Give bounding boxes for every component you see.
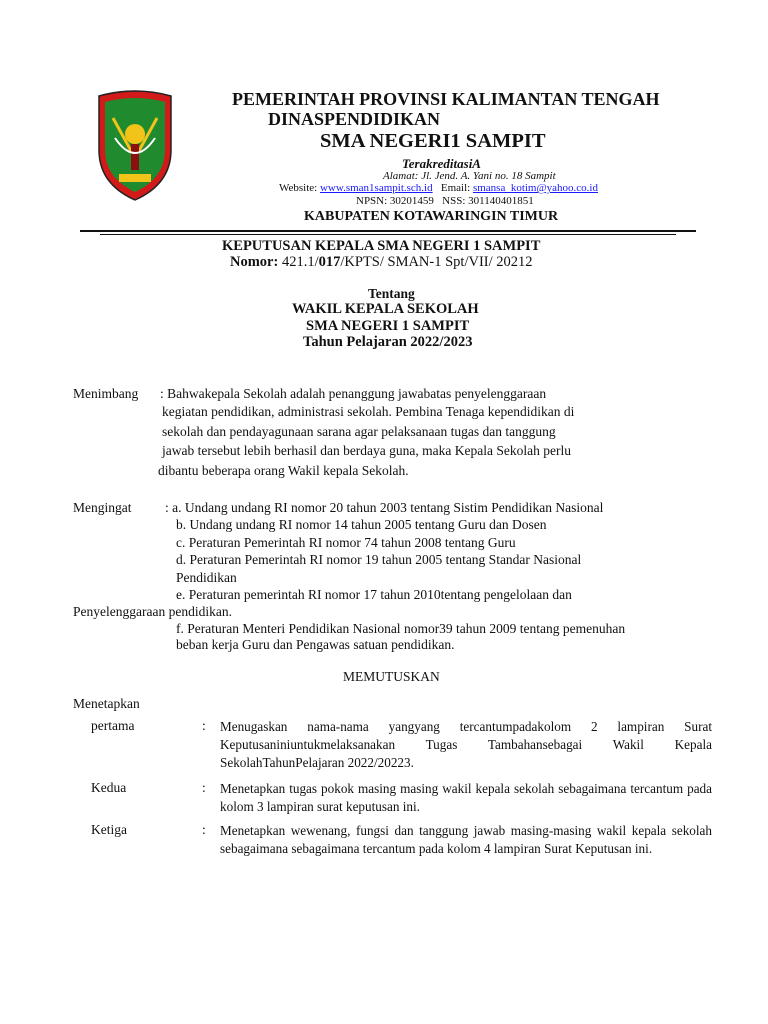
regency: KABUPATEN KOTAWARINGIN TIMUR xyxy=(304,209,559,224)
shield-icon xyxy=(93,88,177,204)
subject-line-1: WAKIL KEPALA SEKOLAH xyxy=(292,301,479,317)
number-label: Nomor: xyxy=(230,254,279,270)
mengingat-line: d. Peraturan Pemerintah RI nomor 19 tahun 2005 tentang Standar Nasional xyxy=(176,552,582,567)
gov-title: PEMERINTAH PROVINSI KALIMANTAN TENGAH xyxy=(232,89,660,109)
website-link[interactable]: www.sman1sampit.sch.id xyxy=(319,182,433,194)
subject-line-2: SMA NEGERI 1 SAMPIT xyxy=(306,318,470,334)
provincial-logo xyxy=(93,88,177,204)
memutuskan-heading: MEMUTUSKAN xyxy=(343,669,440,684)
menimbang-line: : Bahwakepala Sekolah adalah penanggung jawabatas penyelenggaraan xyxy=(160,386,547,401)
menimbang-label: Menimbang xyxy=(73,386,139,401)
item-colon: : xyxy=(202,822,206,837)
item-colon: : xyxy=(202,780,206,795)
menetapkan-label: Menetapkan xyxy=(73,696,140,711)
item-text: Menugaskan nama-nama yangyang tercantumpadakolom 2 lampiran Surat Keputusaniniuntukmelaksanakan Tugas Tambahansebagai Wakil Kepala SekolahTahunPelajaran 2022/20223. xyxy=(220,719,712,770)
decree-title: KEPUTUSAN KEPALA SMA NEGERI 1 SAMPIT xyxy=(222,238,541,254)
menimbang-line: dibantu beberapa orang Wakil kepala Sekolah. xyxy=(158,463,409,478)
item-label: Kedua xyxy=(91,780,127,795)
decree-number xyxy=(230,254,533,271)
header-divider-thin xyxy=(100,234,676,235)
menimbang-line: sekolah dan pendayagunaan sarana agar pelaksanaan tugas dan tanggung xyxy=(162,424,556,439)
item-colon: : xyxy=(202,718,206,733)
email-link[interactable]: smansa_kotim@yahoo.co.id xyxy=(472,182,598,194)
mengingat-line: b. Undang undang RI nomor 14 tahun 2005 tentang Guru dan Dosen xyxy=(176,517,547,532)
address: Alamat: Jl. Jend. A. Yani no. 18 Sampit xyxy=(383,170,556,182)
item-text: Menetapkan tugas pokok masing masing wakil kepala sekolah sebagaimana tercantum pada kolom 3 lampiran surat keputusan ini. xyxy=(220,781,712,814)
school-ids: NPSN: 30201459 NSS: 301140401851 xyxy=(356,195,534,207)
contact-line xyxy=(279,182,598,194)
number-bold: 017 xyxy=(318,254,341,270)
subject-line-3: Tahun Pelajaran 2022/2023 xyxy=(303,334,473,350)
mengingat-line: c. Peraturan Pemerintah RI nomor 74 tahun 2008 tentang Guru xyxy=(176,535,516,550)
about-label: Tentang xyxy=(368,286,415,301)
email-label: Email: xyxy=(440,182,471,194)
mengingat-line: Pendidikan xyxy=(176,570,237,585)
mengingat-line: : a. Undang undang RI nomor 20 tahun 2003 tentang Sistim Pendidikan Nasional xyxy=(165,500,604,515)
menimbang-line: jawab tersebut lebih berhasil dan berdaya guna, maka Kepala Sekolah perlu xyxy=(162,443,571,458)
number-suffix: /KPTS/ SMAN-1 Spt/VII/ 20212 xyxy=(340,254,533,270)
mengingat-line: f. Peraturan Menteri Pendidikan Nasional nomor39 tahun 2009 tentang pemenuhan xyxy=(176,621,626,636)
mengingat-line: Penyelenggaraan pendidikan. xyxy=(73,604,232,619)
item-text: Menetapkan wewenang, fungsi dan tanggung jawab masing-masing wakil kepala sekolah sebagaimana sebagaimana tercantum pada kolom 4 lampiran Surat Keputusan ini. xyxy=(220,823,712,856)
mengingat-line: e. Peraturan pemerintah RI nomor 17 tahun 2010tentang pengelolaan dan xyxy=(176,587,572,602)
item-label: pertama xyxy=(91,718,135,733)
school-name: SMA NEGERI1 SAMPIT xyxy=(320,130,546,152)
accreditation: TerakreditasiA xyxy=(402,156,481,171)
menimbang-line: kegiatan pendidikan, administrasi sekolah. Pembina Tenaga kependidikan di xyxy=(162,404,575,419)
header-divider-thick xyxy=(80,230,696,232)
mengingat-line: beban kerja Guru dan Pengawas satuan pendidikan. xyxy=(176,637,455,652)
number-prefix: 421.1/ xyxy=(281,254,319,270)
item-label: Ketiga xyxy=(91,822,127,837)
dept-title: DINASPENDIDIKAN xyxy=(268,109,441,129)
mengingat-label: Mengingat xyxy=(73,500,132,515)
website-label: Website: xyxy=(279,182,318,194)
